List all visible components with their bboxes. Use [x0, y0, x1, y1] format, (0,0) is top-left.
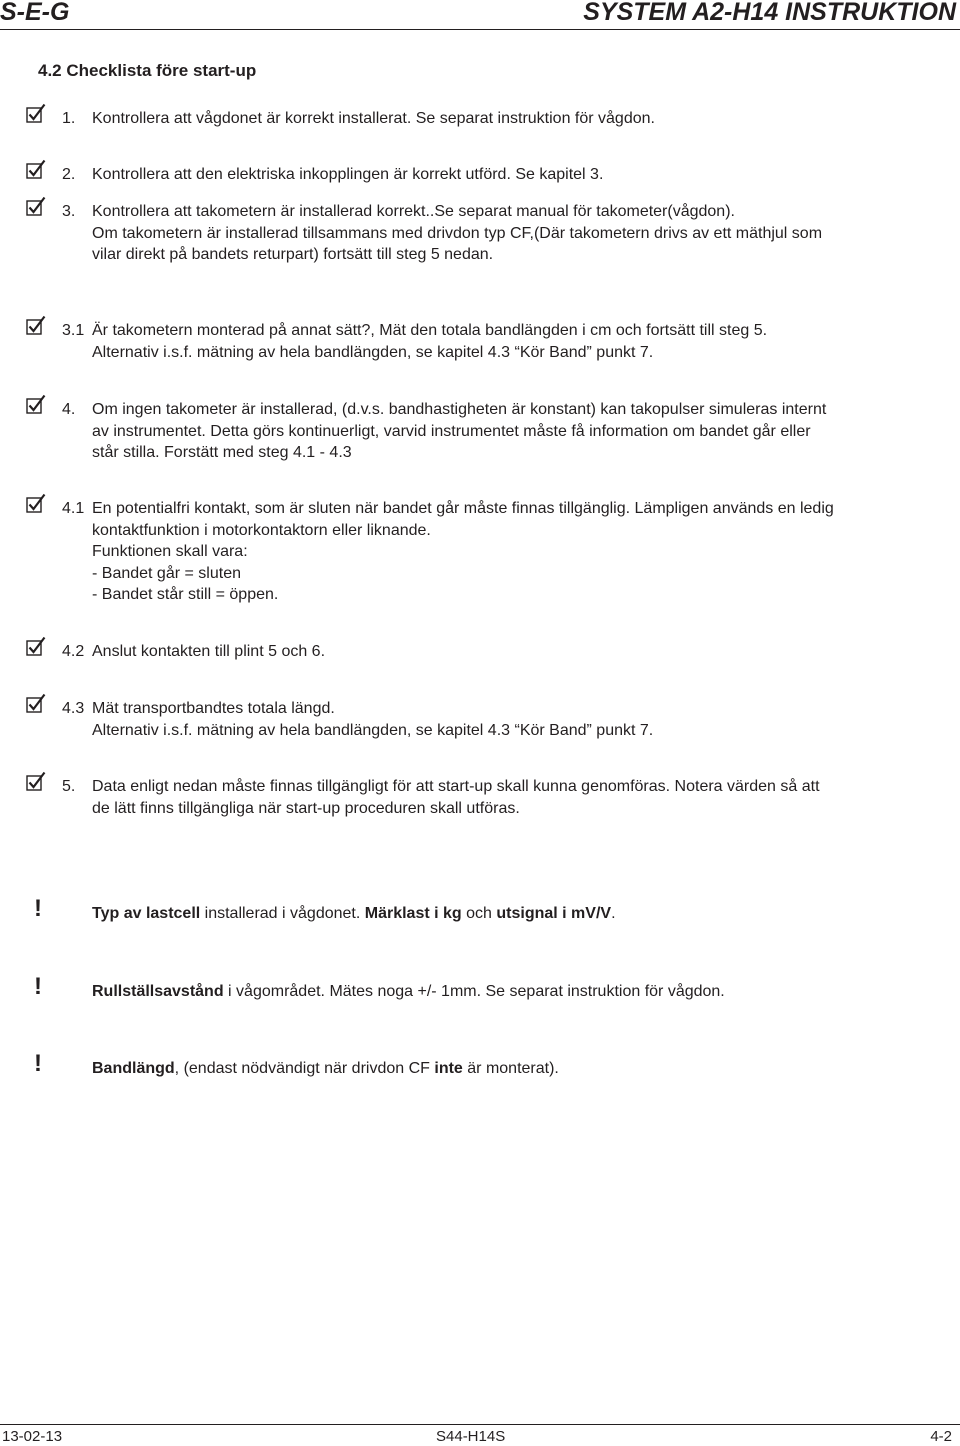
- item-text-line: Om ingen takometer är installerad, (d.v.s. bandhastigheten är konstant) kan takopulser simuleras internt: [92, 401, 827, 418]
- item-number: 3.1: [62, 322, 85, 339]
- item-text-line: - Bandet står still = öppen.: [92, 586, 279, 603]
- item-text: [92, 164, 938, 186]
- item-text-line: Anslut kontakten till plint 5 och 6.: [92, 643, 326, 660]
- item-text-line: av instrumentet. Detta görs kontinuerligt, varvid instrumentet måste få information om bandet går eller: [92, 422, 811, 440]
- item-text-line: Kontrollera att takometern är installerad korrekt..Se separat manual för takometer(vågdon).: [92, 203, 735, 220]
- item-text-line: En potentialfri kontakt, som är sluten när bandet går måste finnas tillgänglig. Lämpligen används en ledig: [92, 500, 834, 517]
- item-text-line: vilar direkt på bandets returpart) fortsätt till steg 5 nedan.: [92, 246, 494, 263]
- item-number: 4.1: [62, 500, 85, 517]
- item-text: [92, 776, 938, 819]
- item-text: [92, 201, 938, 266]
- item-number: 2.: [62, 166, 76, 183]
- note-span: .: [611, 905, 616, 922]
- item-text-line: Kontrollera att den elektriska inkopplingen är korrekt utförd. Se kapitel 3.: [92, 166, 604, 183]
- note-text: [92, 1058, 932, 1079]
- item-text-line: de lätt finns tillgängliga när start-up proceduren skall utföras.: [92, 799, 520, 817]
- note-span: är monterat).: [462, 1060, 559, 1077]
- note-emphasis: Typ av lastcell: [92, 905, 201, 922]
- checkbox-checked-icon: [26, 196, 46, 216]
- exclamation-icon: !: [34, 973, 42, 1000]
- note-emphasis: utsignal i mV/V: [496, 905, 612, 922]
- item-number: 3.: [62, 203, 76, 220]
- note-emphasis: Rullställsavstånd: [92, 983, 224, 1000]
- note-span: och: [461, 905, 497, 922]
- note-span: , (endast nödvändigt när drivdon CF: [174, 1060, 435, 1077]
- note-span: i vågområdet. Mätes noga +/- 1mm. Se separat instruktion för vågdon.: [223, 983, 725, 1000]
- exclamation-icon: !: [34, 1050, 42, 1077]
- note-emphasis: Märklast i kg: [364, 905, 462, 922]
- item-number: 4.2: [62, 643, 85, 660]
- footer-doc-id: S44-H14S: [436, 1428, 506, 1445]
- checkbox-checked-icon: [26, 394, 46, 414]
- item-text-line: Är takometern monterad på annat sätt?, Mät den totala bandlängden i cm och fortsätt till steg 5.: [92, 322, 768, 339]
- item-text-line: Kontrollera att vågdonet är korrekt installerat. Se separat instruktion för vågdon.: [92, 110, 655, 127]
- footer-date: 13-02-13: [2, 1428, 63, 1445]
- checkbox-checked-icon: [26, 315, 46, 335]
- checkbox-checked-icon: [26, 636, 46, 656]
- checkbox-checked-icon: [26, 693, 46, 713]
- item-number: 4.: [62, 401, 76, 418]
- item-text-line: Alternativ i.s.f. mätning av hela bandlängden, se kapitel 4.3 “Kör Band” punkt 7.: [92, 721, 654, 739]
- item-text-line: står stilla. Forstätt med steg 4.1 - 4.3: [92, 444, 352, 461]
- header-title: SYSTEM A2-H14 INSTRUKTION: [583, 0, 956, 26]
- item-text-line: - Bandet går = sluten: [92, 564, 241, 582]
- item-text-line: Data enligt nedan måste finnas tillgängligt för att start-up skall kunna genomföras. Notera värden så att: [92, 778, 820, 795]
- note-text: [92, 981, 932, 1002]
- checkbox-checked-icon: [26, 103, 46, 123]
- checkbox-checked-icon: [26, 771, 46, 791]
- item-text: [92, 498, 938, 606]
- item-number: 1.: [62, 110, 76, 127]
- item-text-line: Alternativ i.s.f. mätning av hela bandlängden, se kapitel 4.3 “Kör Band” punkt 7.: [92, 343, 654, 361]
- item-text-line: Funktionen skall vara:: [92, 543, 248, 560]
- item-text: [92, 698, 938, 741]
- footer-page-number: 4-2: [930, 1428, 952, 1445]
- item-number: 4.3: [62, 700, 85, 717]
- item-text-line: Om takometern är installerad tillsammans med drivdon typ CF,(Där takometern drivs av ett mäthjul som: [92, 224, 823, 242]
- exclamation-icon: !: [34, 895, 42, 922]
- item-number: 5.: [62, 778, 76, 795]
- item-text: [92, 641, 938, 663]
- header-brand: S-E-G: [0, 0, 70, 26]
- note-emphasis: Bandlängd: [92, 1060, 175, 1077]
- note-text: [92, 903, 932, 924]
- item-text: [92, 320, 938, 363]
- section-title: 4.2 Checklista före start-up: [38, 61, 257, 80]
- checkbox-checked-icon: [26, 493, 46, 513]
- item-text: [92, 108, 938, 130]
- header-divider: [0, 29, 960, 30]
- note-emphasis: inte: [434, 1060, 463, 1077]
- note-span: installerad i vågdonet.: [200, 905, 365, 922]
- footer-divider: [0, 1424, 960, 1425]
- item-text-line: kontaktfunktion i motorkontaktorn eller liknande.: [92, 521, 431, 539]
- item-text: [92, 399, 938, 464]
- item-text-line: Mät transportbandtes totala längd.: [92, 700, 335, 717]
- checkbox-checked-icon: [26, 159, 46, 179]
